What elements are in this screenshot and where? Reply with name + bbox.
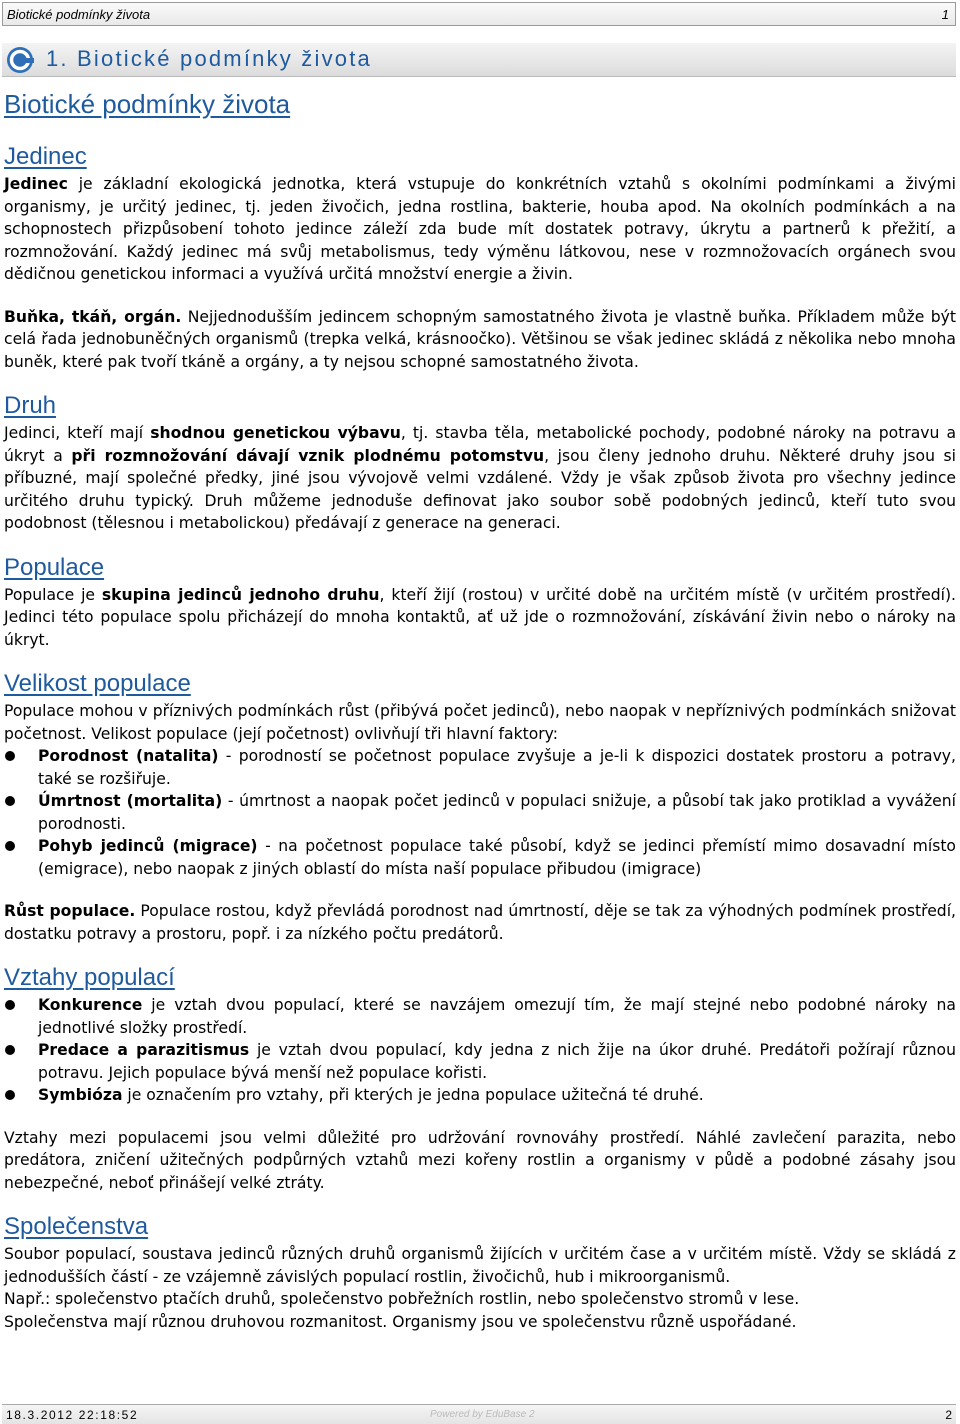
text-run: Společenstva mají různou druhovou rozmanitost. Organismy jsou ve společenstvu různě uspořádané. <box>4 1312 797 1331</box>
text-run: - porodností se početnost populace zvyšuje a je-li k dispozici dostatek prostoru a potravy, také se rozšiřuje. <box>38 747 956 788</box>
text-run: Populace rostou, když převládá porodnost nad úmrtností, děje se tak za výhodných podmínek prostředí, dostatku potravy a prostoru, popř. i za nízkého počtu predátorů. <box>4 902 956 943</box>
document-body <box>4 84 956 1333</box>
bold-text: Růst populace. <box>4 902 136 920</box>
heading-spolecenstva: Společenstva <box>4 1213 149 1240</box>
heading-velikost-populace: Velikost populace <box>4 670 191 697</box>
footer-datetime: 18.3.2012 22:18:52 <box>6 1408 139 1422</box>
text-run: - na početnost populace také působí, když se jedinci přemístí mimo dosavadní místo (emigrace), nebo naopak z jiných oblastí do místa naší populace přibudou (imigrace) <box>38 837 956 878</box>
text-run: Jedinci, kteří mají <box>4 424 151 442</box>
text-run: je vztah dvou populací, kdy jedna z nich žije na úkor druhé. Predátoři požírají různou potravu. Jejich populace bývá menší než populace kořisti. <box>38 1041 956 1082</box>
list-item <box>4 745 956 790</box>
header-title: Biotické podmínky života <box>7 7 151 22</box>
bold-text: Buňka, tkáň, orgán. <box>4 307 182 326</box>
bullet-icon <box>5 841 15 851</box>
paragraph <box>4 173 956 286</box>
text-run: , tj. stavba těla, metabolické pochody, podobné nároky na potravu a úkryt a <box>4 424 956 465</box>
footer-page-number: 2 <box>945 1408 952 1422</box>
bold-text: Pohyb jedinců (migrace) <box>38 837 258 855</box>
text-run: Populace mohou v příznivých podmínkách růst (přibývá počet jedinců), nebo naopak v nepříznivých podmínkách snižovat početnost. Velikost populace (její početnost) ovlivňují tři hlavní faktory: <box>4 702 956 743</box>
bold-text: skupina jedinců jednoho druhu <box>101 585 380 604</box>
list-item <box>4 790 956 835</box>
bullet-icon <box>5 1000 15 1010</box>
bold-text: Symbióza <box>38 1086 123 1104</box>
text-run: Nejjednodušším jedincem schopným samostatného života je vlastně buňka. Příkladem může být celá řada jednobuněčných organismů (trepka velká, krásnoočko). Většinou se však jedinec skládá z několika nebo mnoha buněk, které pak tvoří tkáně a orgány, a ty nejsou schopné samostatného života. <box>4 307 956 371</box>
paragraph <box>4 1243 956 1288</box>
heading-jedinec: Jedinec <box>4 143 87 170</box>
bold-text: Úmrtnost (mortalita) <box>38 792 223 810</box>
chapter-bar <box>2 43 956 77</box>
paragraph <box>4 306 956 374</box>
paragraph <box>4 700 956 745</box>
text-run: Např.: společenstvo ptačích druhů, společenstvo pobřežních rostlin, nebo společenstvo stromů v lese. <box>4 1290 800 1308</box>
paragraph <box>4 1311 956 1334</box>
bold-text: shodnou genetickou výbavu <box>150 424 401 442</box>
page-footer <box>2 1404 956 1424</box>
bold-text: Konkurence <box>38 996 143 1014</box>
header-page-ref: 1 <box>941 7 949 22</box>
text-run: je označením pro vztahy, při kterých je jedna populace užitečná té druhé. <box>122 1086 704 1104</box>
list-item <box>4 1039 956 1084</box>
chapter-title: 1. Biotické podmínky života <box>46 46 372 71</box>
bullet-icon <box>5 751 15 761</box>
bullet-icon <box>5 796 15 806</box>
text-run: - úmrtnost a naopak počet jedinců v populaci snižuje, a působí tak jako protiklad a vyvážení porodnosti. <box>38 792 956 833</box>
page-title: Biotické podmínky života <box>4 89 291 119</box>
heading-vztahy-populaci: Vztahy populací <box>4 964 175 991</box>
text-run: , kteří žijí (rostou) v určité době na určitém místě (v určitém prostředí). Jedinci této populace spolu přicházejí do mnoha kontaktů, ať už jde o rozmnožování, získávání živin nebo o nároky na úkryt. <box>4 585 956 649</box>
page-header-bar <box>2 2 956 26</box>
paragraph <box>4 422 956 535</box>
heading-populace: Populace <box>4 553 105 581</box>
list-item <box>4 994 956 1039</box>
paragraph <box>4 584 956 652</box>
bullet-list <box>4 745 956 880</box>
text-run: Vztahy mezi populacemi jsou velmi důležité pro udržování rovnováhy prostředí. Náhlé zavlečení parazita, nebo predátora, zničení užitečných podpůrných vztahů mezi kořeny rostlin a organismy v půdě a podobné zásahy jsou nebezpečné, neboť přinášejí velké ztráty. <box>4 1128 956 1192</box>
bold-text: Porodnost (natalita) <box>38 747 219 765</box>
footer-powered-by: Powered by EduBase 2 <box>430 1409 535 1420</box>
heading-druh: Druh <box>4 392 57 419</box>
text-run: Populace je <box>4 585 102 604</box>
bold-text: Jedinec <box>4 175 68 193</box>
list-item <box>4 835 956 880</box>
bullet-icon <box>5 1090 15 1100</box>
bullet-list <box>4 994 956 1107</box>
paragraph <box>4 1288 956 1311</box>
paragraph <box>4 1127 956 1195</box>
bold-text: Predace a parazitismus <box>38 1041 250 1059</box>
bold-text: při rozmnožování dávají vznik plodnému potomstvu <box>71 446 545 465</box>
paragraph <box>4 900 956 945</box>
list-item <box>4 1084 956 1107</box>
text-run: Soubor populací, soustava jedinců různých druhů organismů žijících v určitém čase a v určitém místě. Vždy se skládá z jednodušších částí - ze vzájemně závislých populací rostlin, živočichů, hub i mikroorganismů. <box>4 1245 956 1286</box>
text-run: je vztah dvou populací, které se navzájem omezují tím, že mají stejné nebo podobné nároky na jednotlivé složky prostředí. <box>38 996 956 1037</box>
text-run: je základní ekologická jednotka, která vstupuje do konkrétních vztahů s okolními podmínkami a živými organismy, je určitý jedinec, tj. jeden živočich, jedna rostlina, bakterie, houba apod. Na okolních podmínkách a na schopnostech přizpůsobení tohoto jedince záleží zda bude mít dostatek potravy, úkrytu a partnerů k přežití, a rozmnožování. Každý jedinec má svůj metabolismus, tedy výměnu látkovou, nese v rozmnožovacích orgánech svou dědičnou genetickou informaci a využívá určitá množství energie a živin. <box>4 175 956 283</box>
edubase-logo-icon <box>6 46 34 74</box>
text-run: , jsou členy jednoho druhu. Některé druhy jsou si příbuzné, mají společné předky, jiné jsou vývojově velmi vzdálené. Vždy je však způsob života pro všechny jedince určitého druhu typický. Druh můžeme jednoduše definovat jako soubor sobě podobných jedinců, kteří tuto svou podobnost (tělesnou i metabolickou) předávají z generace na generaci. <box>4 446 957 532</box>
bullet-icon <box>5 1045 15 1055</box>
